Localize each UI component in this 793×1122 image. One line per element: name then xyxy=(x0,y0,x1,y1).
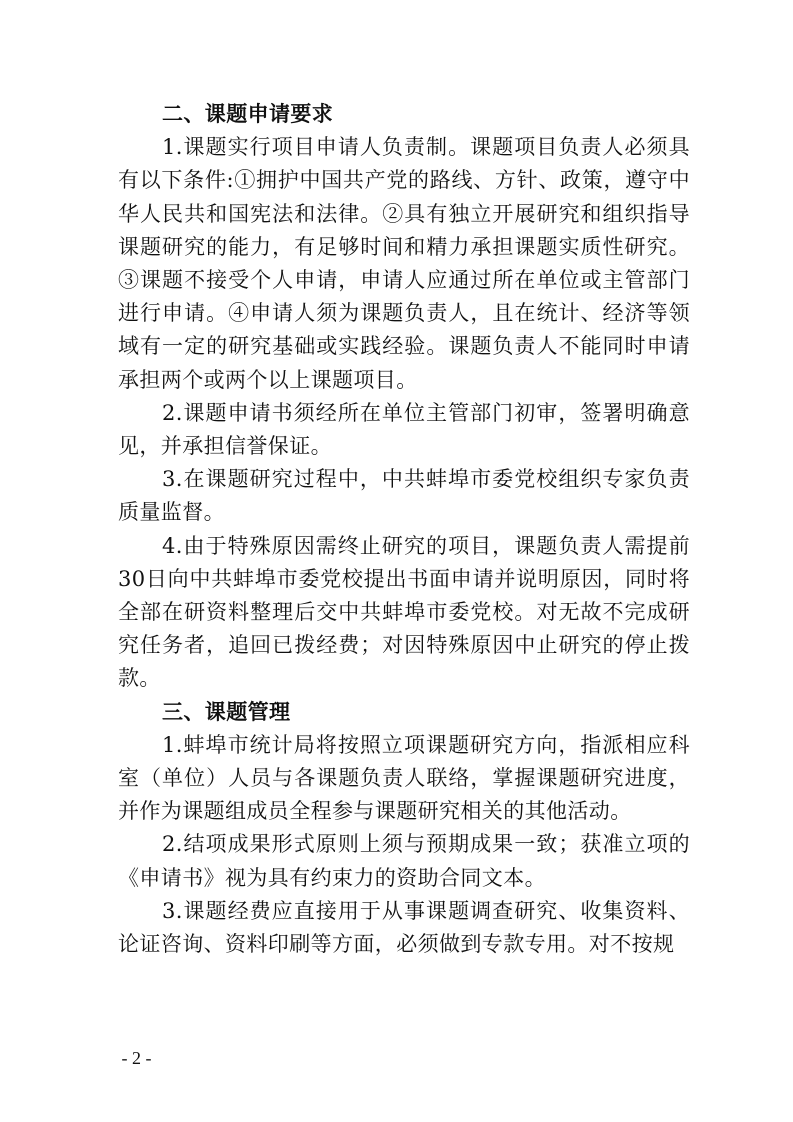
paragraph-application-review: 2.课题申请书须经所在单位主管部门初审，签署明确意见，并承担信誉保证。 xyxy=(118,400,690,459)
paragraph-quality-supervision: 3.在课题研究过程中，中共蚌埠市委党校组织专家负责质量监督。 xyxy=(118,467,690,525)
paragraph-applicant-conditions: 1.课题实行项目申请人负责制。课题项目负责人必须具有以下条件:①拥护中国共产党的路线、方针、政策，遵守中华人民共和国宪法和法律。②具有独立开展研究和组织指导课题研究的能力，有足够时间和精力承担课题实质性研究。③课题不接受个人申请，申请人应通过所在单位或主管部门进行申请。④申请人须为课题负责人，且在统计、经济等领域有一定的研究基础或实践经验。课题负责人不能同时申请承担两个或两个以上课题项目。 xyxy=(118,135,690,392)
paragraph-funding-use: 3.课题经费应直接用于从事课题调查研究、收集资料、论证咨询、资料印刷等方面，必须做到专款专用。对不按规 xyxy=(118,898,690,957)
section-heading-project-management: 三、课题管理 xyxy=(162,699,291,724)
paragraph-liaison: 1.蚌埠市统计局将按照立项课题研究方向，指派相应科室（单位）人员与各课题负责人联络，掌握课题研究进度，并作为课题组成员全程参与课题研究相关的其他活动。 xyxy=(118,732,690,824)
document-body xyxy=(118,98,690,961)
section-heading-application-requirements: 二、课题申请要求 xyxy=(162,102,334,126)
paragraph-results-form: 2.结项成果形式原则上须与预期成果一致；获准立项的《申请书》视为具有约束力的资助合同文本。 xyxy=(118,832,690,890)
paragraph-termination: 4.由于特殊原因需终止研究的项目，课题负责人需提前30日向中共蚌埠市委党校提出书面申请并说明原因，同时将全部在研资料整理后交中共蚌埠市委党校。对无故不完成研究任务者，追回已拨经费；对因特殊原因中止研究的停止拨款。 xyxy=(118,533,690,691)
page-number: - 2 - xyxy=(121,1048,152,1068)
